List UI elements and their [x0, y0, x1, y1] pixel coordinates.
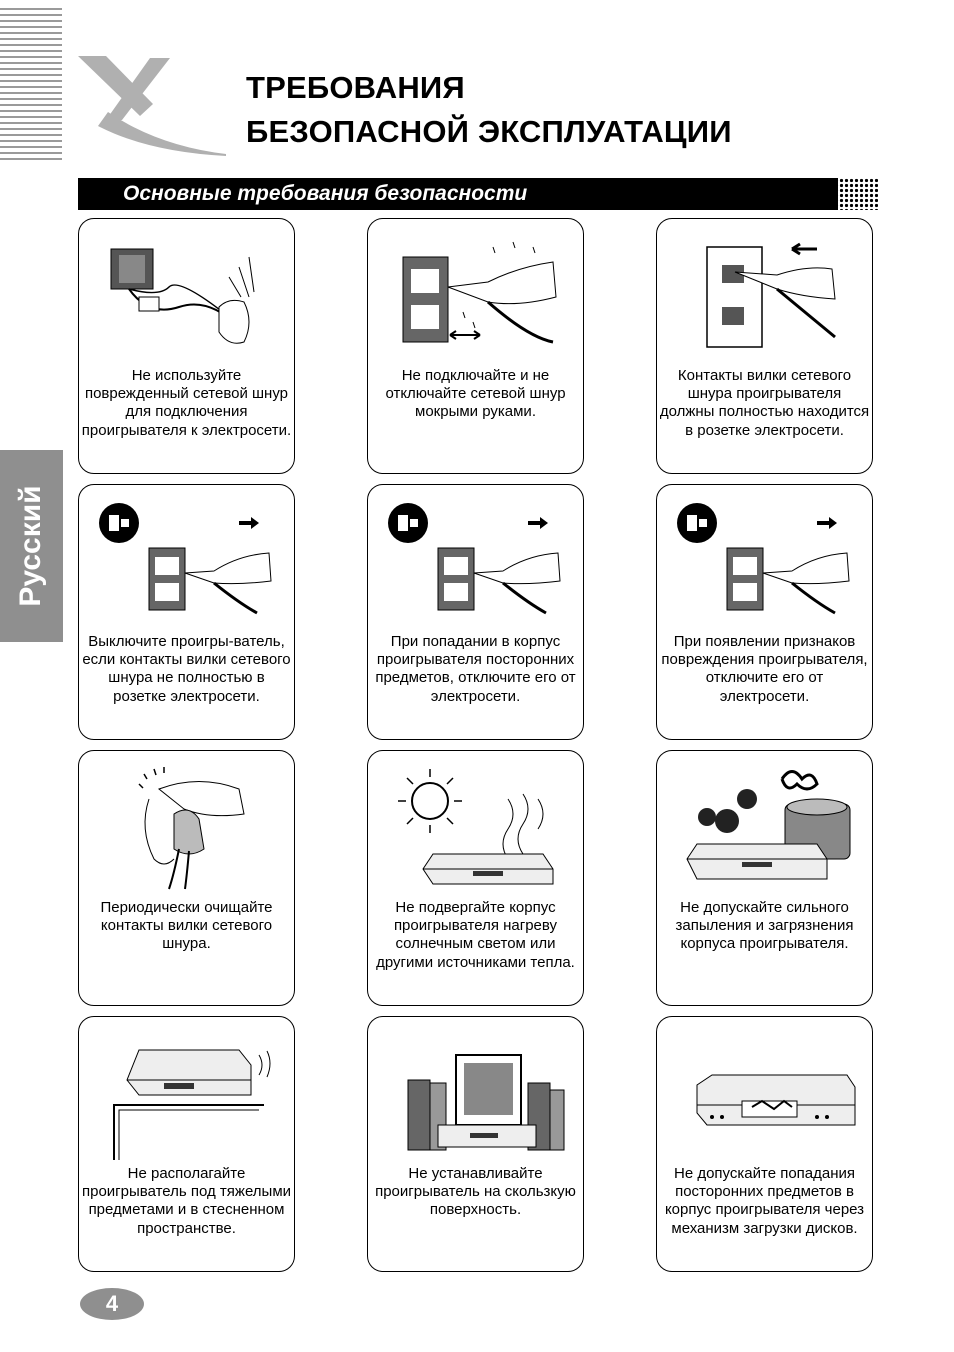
card-text: При попадании в корпус проигрывателя посторонних предметов, отключите его от электросети. [375, 633, 576, 705]
card-text: Не допускайте сильного запыления и загрязнения корпуса проигрывателя. [675, 899, 854, 953]
safety-card-7 [78, 750, 295, 1006]
page-title-line1: ТРЕБОВАНИЯ [246, 70, 465, 105]
safety-card-2 [367, 218, 584, 474]
card-text: Периодически очищайте контакты вилки сетевого шнура. [100, 899, 273, 953]
card-text: Не подключайте и не отключайте сетевой шнур мокрыми руками. [385, 367, 566, 421]
safety-card-1 [78, 218, 295, 474]
safety-card-8 [367, 750, 584, 1006]
dust-dirt-icon [667, 759, 862, 894]
card-text: Не подвергайте корпус проигрывателя нагреву солнечным светом или другими источниками тепла. [376, 899, 575, 971]
unplug-loose-contacts-icon [89, 493, 284, 628]
safety-card-11 [367, 1016, 584, 1272]
safety-card-9 [656, 750, 873, 1006]
page-title [246, 66, 732, 154]
card-text: Не используйте поврежденный сетевой шнур для подключения проигрывателя к электросети. [81, 367, 292, 439]
clean-plug-icon [89, 759, 284, 894]
card-text: Не располагайте проигрыватель под тяжелыми предметами и в стесненном пространстве. [81, 1165, 292, 1237]
page-title-line2: БЕЗОПАСНОЙ ЭКСПЛУАТАЦИИ [246, 114, 732, 149]
card-text: Не устанавливайте проигрыватель на скользкую поверхность. [375, 1165, 576, 1219]
unplug-foreign-objects-icon [378, 493, 573, 628]
disc-tray-objects-icon [667, 1025, 862, 1160]
safety-card-10 [78, 1016, 295, 1272]
heavy-objects-icon [89, 1025, 284, 1160]
card-text: Не допускайте попадания посторонних предметов в корпус проигрывателя через механизм загрузки дисков. [664, 1165, 865, 1237]
safety-card-12 [656, 1016, 873, 1272]
safety-card-4 [78, 484, 295, 740]
safety-card-5 [367, 484, 584, 740]
x-logo-icon [78, 56, 228, 156]
wet-hands-plug-icon [378, 227, 573, 362]
slippery-surface-icon [378, 1025, 573, 1160]
damaged-cord-icon [89, 227, 284, 362]
section-title: Основные требования безопасности [123, 182, 528, 205]
card-text: Контакты вилки сетевого шнура проигрывателя должны полностью находится в розетке электросети. [659, 367, 870, 439]
page-number: 4 [80, 1288, 144, 1320]
plug-fully-inserted-icon [667, 227, 862, 362]
card-text: При появлении признаков повреждения проигрывателя, отключите его от электросети. [661, 633, 868, 705]
sun-heat-icon [378, 759, 573, 894]
language-tab-label: Русский [14, 485, 47, 607]
card-text: Выключите проигры-ватель, если контакты вилки сетевого шнура не полностью в розетке электросети. [82, 633, 291, 705]
section-bar-dots [834, 178, 878, 210]
unplug-damage-icon [667, 493, 862, 628]
safety-card-6 [656, 484, 873, 740]
safety-card-3 [656, 218, 873, 474]
decorative-stripes [0, 8, 62, 160]
